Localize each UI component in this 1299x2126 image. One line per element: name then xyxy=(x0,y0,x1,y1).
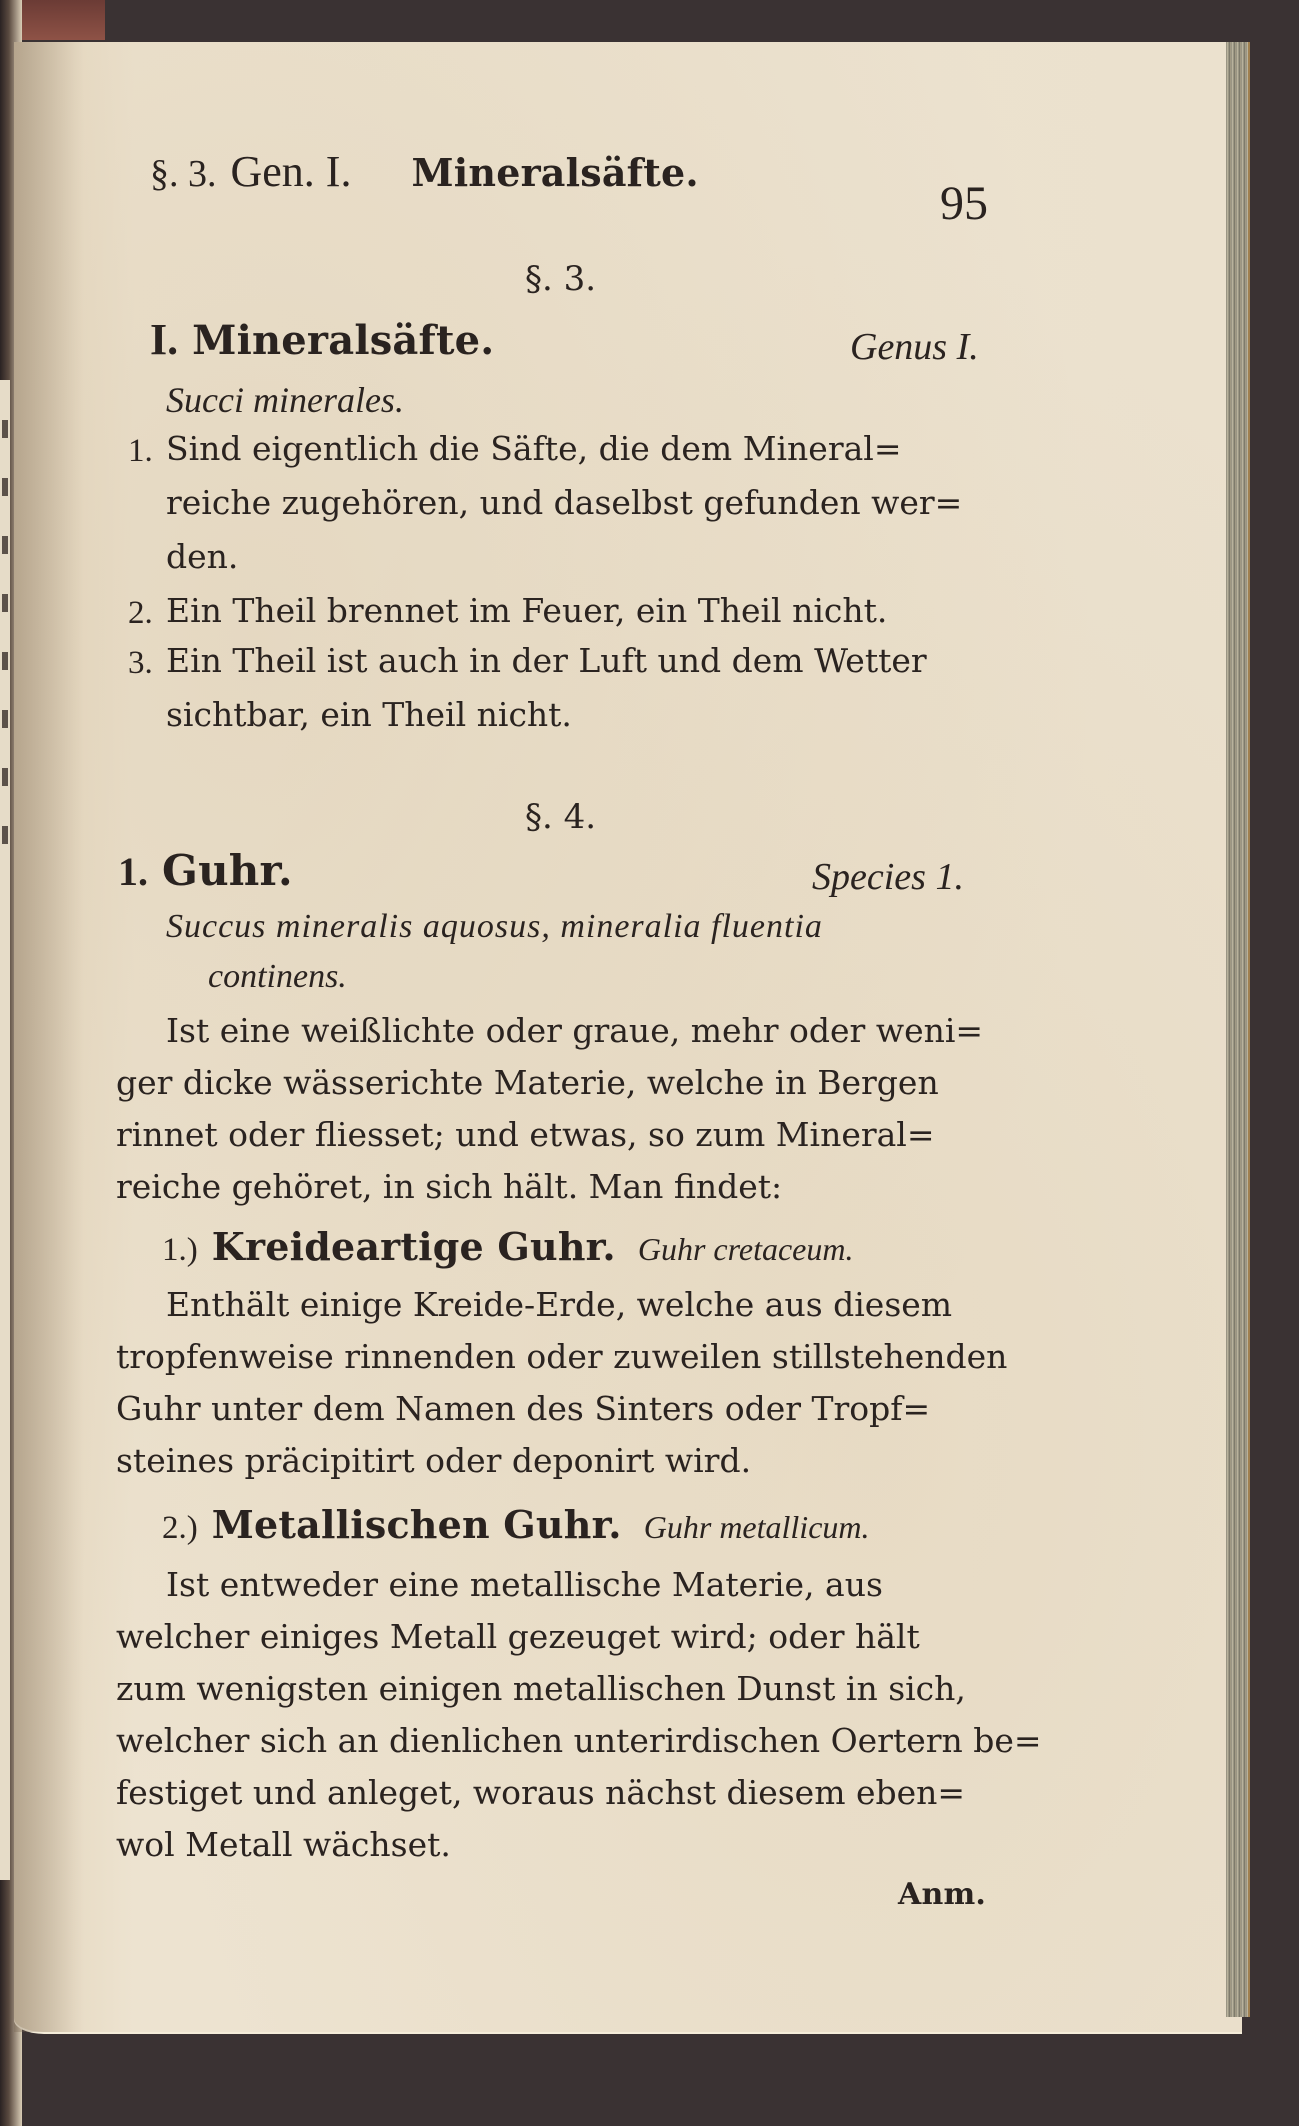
variety-number: 2.) xyxy=(162,1510,198,1546)
variety-line: welcher sich an dienlichen unterirdischen Oertern be= xyxy=(116,1721,1042,1760)
item-number: 1. xyxy=(128,433,153,469)
catchword: Anm. xyxy=(898,1877,987,1912)
variety-line: festiget und anleget, woraus nächst diesem eben= xyxy=(116,1773,966,1812)
variety-line: steines präcipitirt oder deponirt wird. xyxy=(116,1441,752,1480)
heading-guhr: Guhr. xyxy=(162,846,293,895)
variety-name: Metallischen Guhr. xyxy=(211,1502,622,1547)
variety-heading-row xyxy=(162,1224,854,1269)
description-line: reiche gehöret, in sich hält. Man findet: xyxy=(116,1167,783,1206)
item-line: Ein Theil ist auch in der Luft und dem Wetter xyxy=(166,641,927,680)
item-line: sichtbar, ein Theil nicht. xyxy=(166,695,572,734)
variety-line: Enthält einige Kreide-Erde, welche aus diesem xyxy=(166,1285,953,1324)
variety-line: Guhr unter dem Namen des Sinters oder Tropf= xyxy=(116,1389,931,1428)
variety-latin: Guhr metallicum. xyxy=(643,1509,870,1545)
heading-row-4 xyxy=(118,846,293,895)
item-line: Sind eigentlich die Säfte, die dem Mineral= xyxy=(166,429,902,468)
latin-description: continens. xyxy=(208,958,347,995)
variety-line: wol Metall wächset. xyxy=(116,1825,451,1864)
section-mark-4: §. 4. xyxy=(525,797,597,837)
item-line: reiche zugehören, und daselbst gefunden wer= xyxy=(166,483,963,522)
running-head-section: §. 3. xyxy=(150,153,217,195)
description-line: ger dicke wässerichte Materie, welche in Bergen xyxy=(116,1063,939,1102)
genus-label: Genus I. xyxy=(850,326,979,368)
page-number: 95 xyxy=(940,177,988,230)
item-number: 2. xyxy=(128,595,153,631)
item-number: 3. xyxy=(128,645,153,681)
variety-name: Kreideartige Guhr. xyxy=(211,1224,616,1269)
variety-line: zum wenigsten einigen metallischen Dunst in sich, xyxy=(116,1669,966,1708)
item-line: Ein Theil brennet im Feuer, ein Theil nicht. xyxy=(166,591,888,630)
description-line: Ist eine weißlichte oder graue, mehr oder weni= xyxy=(166,1011,984,1050)
heading-number: 1. xyxy=(118,849,148,894)
heading-number: I. xyxy=(150,315,179,364)
running-head-genus: Gen. I. xyxy=(230,147,352,196)
section-mark-3: §. 3. xyxy=(525,259,597,299)
variety-line: tropfenweise rinnenden oder zuweilen stillstehenden xyxy=(116,1337,1008,1376)
variety-line: welcher einiges Metall gezeuget wird; oder hält xyxy=(116,1617,920,1656)
description-line: rinnet oder fliesset; und etwas, so zum Mineral= xyxy=(116,1115,935,1154)
heading-mineralsaefte: Mineralsäfte. xyxy=(192,317,495,364)
variety-latin: Guhr cretaceum. xyxy=(637,1231,854,1267)
heading-row-3 xyxy=(150,315,495,364)
variety-heading-row xyxy=(162,1502,870,1547)
variety-number: 1.) xyxy=(162,1232,198,1268)
running-head-title: Mineralsäfte. xyxy=(411,150,699,195)
item-line: den. xyxy=(166,537,239,576)
species-label: Species 1. xyxy=(812,856,964,898)
running-head xyxy=(150,147,699,196)
latin-name: Succi minerales. xyxy=(166,380,404,420)
latin-description: Succus mineralis aquosus, mineralia fluentia xyxy=(166,908,823,945)
variety-line: Ist entweder eine metallische Materie, aus xyxy=(166,1565,883,1604)
